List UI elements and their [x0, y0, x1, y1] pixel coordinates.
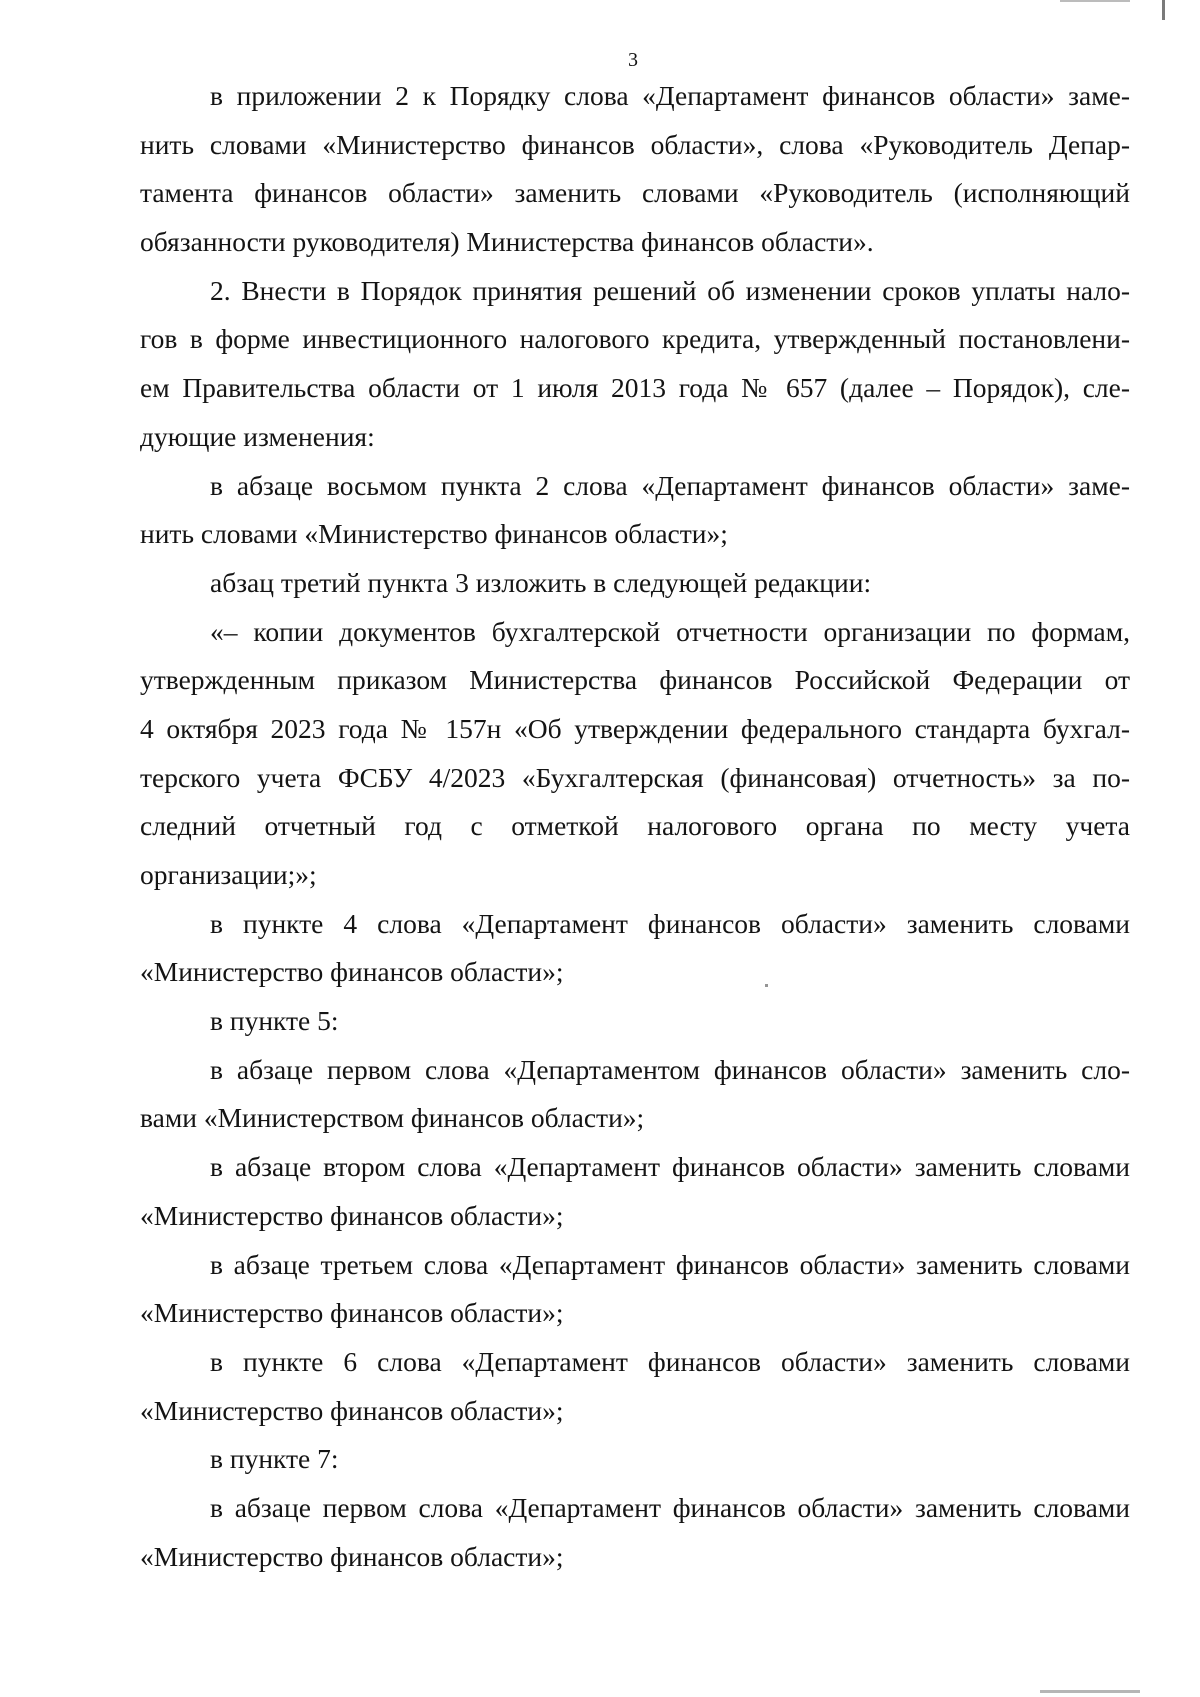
- page-number: 3: [628, 49, 638, 71]
- text-line: в абзаце первом слова «Департамент финансов области» заменить словами: [210, 1491, 1130, 1523]
- text-line: «Министерство финансов области»;: [140, 1297, 564, 1329]
- text-line: абзац третий пункта 3 изложить в следующей редакции:: [210, 566, 872, 598]
- document-body: [140, 72, 1130, 1581]
- text-line: в абзаце первом слова «Департаментом финансов области» заменить сло-: [210, 1053, 1130, 1085]
- scan-artifact-top-edge: [1060, 0, 1130, 2]
- text-line: ем Правительства области от 1 июля 2013 года № 657 (далее – Порядок), сле-: [140, 372, 1130, 404]
- text-line: в абзаце восьмом пункта 2 слова «Департамент финансов области» заме-: [210, 469, 1130, 501]
- text-line: нить словами «Министерство финансов области», слова «Руководитель Депар-: [140, 128, 1130, 160]
- text-line: в абзаце третьем слова «Департамент финансов области» заменить словами: [210, 1248, 1130, 1280]
- text-line: в пункте 7:: [210, 1443, 339, 1475]
- text-line: «Министерство финансов области»;: [140, 956, 564, 988]
- text-line: «Министерство финансов области»;: [140, 1394, 564, 1426]
- text-line: утвержденным приказом Министерства финансов Российской Федерации от: [140, 664, 1130, 696]
- text-line: организации;»;: [140, 859, 317, 890]
- scan-artifact-top-right: [1162, 0, 1165, 20]
- text-line: в пункте 5:: [210, 1005, 339, 1037]
- text-line: тамента финансов области» заменить словами «Руководитель (исполняющий: [140, 177, 1130, 209]
- text-line: «Министерство финансов области»;: [140, 1540, 564, 1572]
- text-line: обязанности руководителя) Министерства финансов области».: [140, 226, 874, 258]
- text-line: дующие изменения:: [140, 420, 375, 452]
- text-line: в абзаце втором слова «Департамент финансов области» заменить словами: [210, 1151, 1130, 1183]
- text-line: в пункте 6 слова «Департамент финансов области» заменить словами: [210, 1345, 1130, 1377]
- text-line: «– копии документов бухгалтерской отчетности организации по формам,: [210, 615, 1130, 647]
- text-line: «Министерство финансов области»;: [140, 1199, 564, 1231]
- text-line: вами «Министерством финансов области»;: [140, 1102, 645, 1134]
- scan-artifact-dot: [765, 984, 768, 987]
- text-line: 4 октября 2023 года № 157н «Об утверждении федерального стандарта бухгал-: [140, 712, 1130, 744]
- text-line: в пункте 4 слова «Департамент финансов области» заменить словами: [210, 907, 1130, 939]
- text-line: гов в форме инвестиционного налогового кредита, утвержденный постановлени-: [140, 323, 1130, 355]
- text-line: в приложении 2 к Порядку слова «Департамент финансов области» заме-: [210, 80, 1130, 111]
- text-line: 2. Внести в Порядок принятия решений об изменении сроков уплаты нало-: [210, 274, 1130, 306]
- text-line: следний отчетный год с отметкой налогового органа по месту учета: [140, 810, 1130, 842]
- scan-artifact-bottom-right: [1040, 1690, 1140, 1693]
- text-line: нить словами «Министерство финансов области»;: [140, 518, 728, 550]
- text-line: терского учета ФСБУ 4/2023 «Бухгалтерская (финансовая) отчетность» за по-: [140, 761, 1130, 793]
